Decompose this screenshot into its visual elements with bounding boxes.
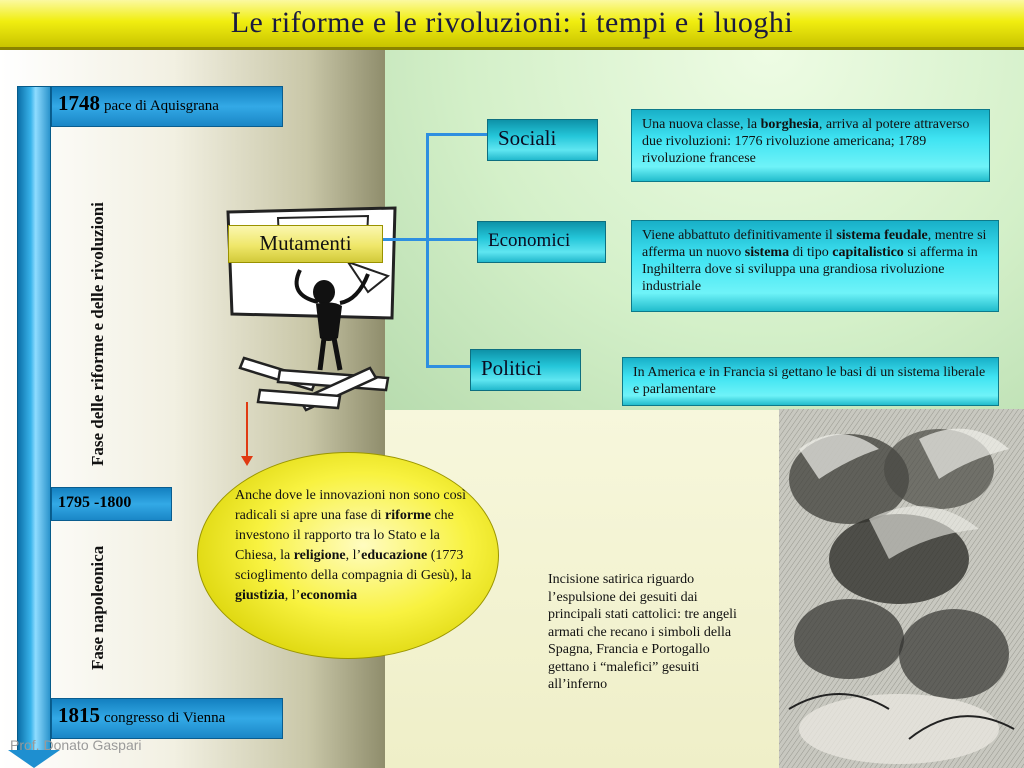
text-segment: (1773 scioglimento della compagnia di Gesù), la bbox=[235, 548, 472, 583]
reforms-oval-text bbox=[235, 486, 473, 606]
text-segment: educazione bbox=[361, 548, 428, 563]
text-segment: sistema feudale bbox=[836, 228, 928, 243]
text-segment: Una nuova classe, la bbox=[642, 117, 761, 132]
category-box-sociali bbox=[487, 119, 598, 161]
connector-sociali bbox=[426, 133, 488, 136]
connector-economici bbox=[426, 238, 478, 241]
text-segment: , mentre si afferma un nuovo bbox=[642, 228, 987, 260]
text-segment: si afferma in Inghilterra dove si sviluppa una grandiosa rivoluzione industriale bbox=[642, 245, 978, 294]
category-box-economici bbox=[477, 221, 606, 263]
category-label-politici: Politici bbox=[481, 356, 542, 380]
timeline-bar bbox=[17, 86, 51, 751]
text-segment: economia bbox=[300, 588, 358, 603]
text-segment: , arriva al potere attraverso due rivoluzioni: 1776 rivoluzione americana; 1789 rivoluzione francese bbox=[642, 117, 970, 166]
middle-date: 1795 -1800 bbox=[58, 494, 132, 511]
footer-author: Prof. Donato Gaspari bbox=[10, 737, 142, 753]
category-box-politici bbox=[470, 349, 581, 391]
phase-label-reforms: Fase delle riforme e delle rivoluzioni bbox=[88, 202, 107, 466]
desc-box-economici bbox=[631, 220, 999, 312]
text-segment: borghesia bbox=[760, 117, 819, 132]
desc-politici bbox=[633, 365, 985, 397]
connector-vertical bbox=[426, 133, 429, 367]
end-year: 1815 bbox=[58, 703, 100, 727]
text-segment: giustizia bbox=[235, 588, 285, 603]
connector-politici bbox=[426, 365, 472, 368]
category-label-sociali: Sociali bbox=[498, 126, 557, 150]
red-arrow-line bbox=[246, 402, 248, 458]
red-arrow-down-icon bbox=[241, 456, 253, 466]
text-segment: In America e in Francia si gettano le basi di un sistema liberale e parlamentare bbox=[633, 365, 986, 397]
text-segment: Viene abbattuto definitivamente il bbox=[642, 228, 837, 243]
date-box-start bbox=[51, 86, 283, 127]
text-segment: , l’ bbox=[345, 548, 362, 563]
date-box-middle bbox=[51, 487, 172, 521]
engraving-caption: Incisione satirica riguardo l’espulsione dei gesuiti dai principali stati cattolici: tre angeli armati che recano i simboli della Spagna, Francia e Portogallo gettano i “malefici” gesuiti all’inferno bbox=[548, 572, 737, 692]
satirical-engraving-image bbox=[779, 409, 1024, 768]
slide-title: Le riforme e le rivoluzioni: i tempi e i luoghi bbox=[230, 6, 794, 39]
connector-horizontal-main bbox=[383, 238, 428, 241]
desc-economici bbox=[642, 228, 986, 294]
text-segment: religione bbox=[293, 548, 346, 563]
end-event: congresso di Vienna bbox=[104, 710, 226, 726]
text-segment: capitalistico bbox=[832, 245, 904, 260]
start-event: pace di Aquisgrana bbox=[104, 98, 219, 114]
desc-box-sociali bbox=[631, 109, 990, 182]
mutamenti-box bbox=[228, 225, 383, 263]
text-segment: sistema bbox=[744, 245, 790, 260]
desc-sociali bbox=[642, 117, 969, 166]
mutamenti-label: Mutamenti bbox=[259, 231, 352, 255]
start-year: 1748 bbox=[58, 91, 100, 115]
date-box-end bbox=[51, 698, 283, 739]
text-segment: riforme bbox=[385, 508, 431, 523]
phase-label-napoleonic: Fase napoleonica bbox=[88, 545, 107, 670]
text-segment: , l’ bbox=[284, 588, 301, 603]
text-segment: di tipo bbox=[789, 245, 833, 260]
desc-box-politici bbox=[622, 357, 999, 406]
text-segment: che investono il rapporto tra lo Stato e la Chiesa, la bbox=[235, 508, 454, 563]
text-segment: Anche dove le innovazioni non sono così radicali si apre una fase di bbox=[235, 488, 466, 523]
category-label-economici: Economici bbox=[488, 230, 571, 251]
